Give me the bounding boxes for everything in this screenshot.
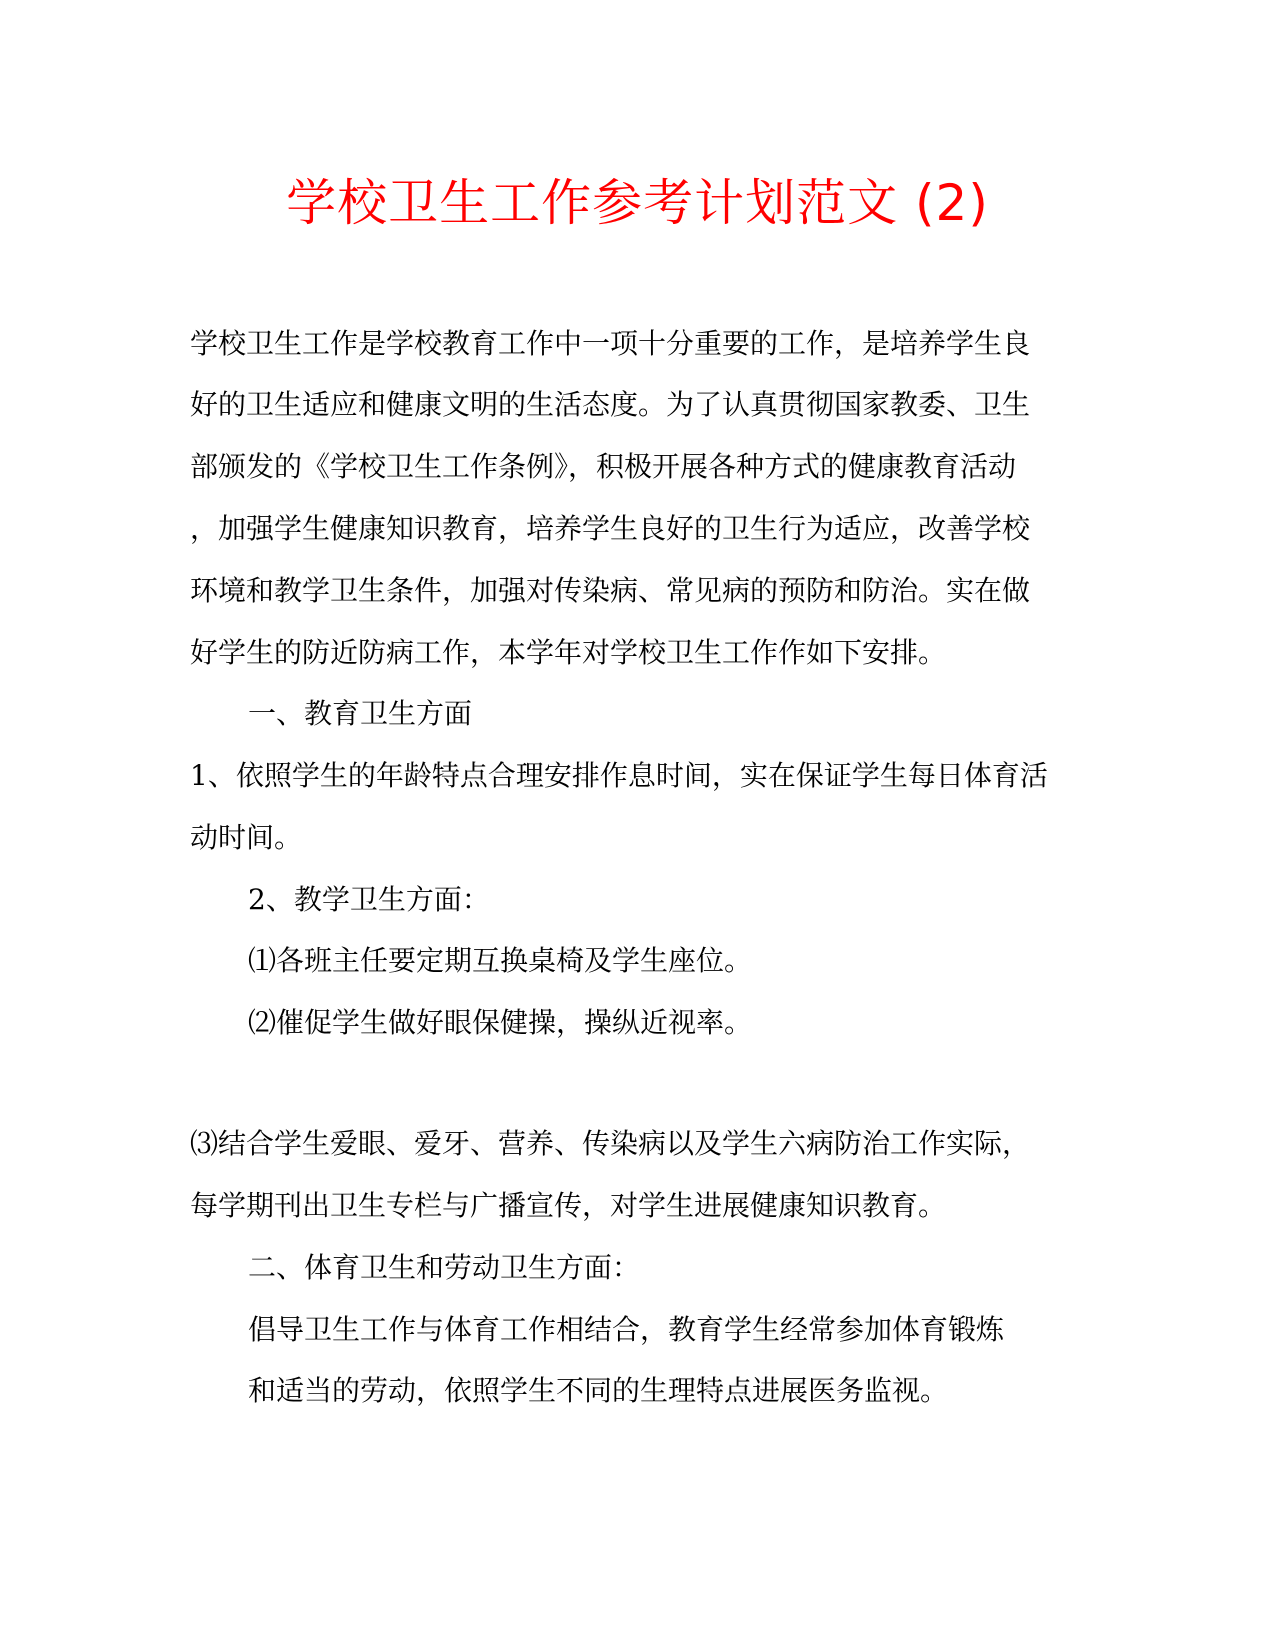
item-1-line-2: 动时间。: [190, 821, 303, 854]
section-heading-education: 一、教育卫生方面: [248, 697, 473, 730]
sports-paragraph-line-1: 倡导卫生工作与体育工作相结合，教育学生经常参加体育锻炼: [248, 1313, 1005, 1346]
sports-paragraph-line-2: 和适当的劳动，依照学生不同的生理特点进展医务监视。: [248, 1374, 949, 1407]
document-title: 学校卫生工作参考计划范文 (2): [286, 174, 989, 232]
sub-item-1: ⑴各班主任要定期互换桌椅及学生座位。: [248, 944, 753, 977]
sub-item-3-line-1: ⑶结合学生爱眼、爱牙、营养、传染病以及学生六病防治工作实际，: [190, 1127, 1031, 1160]
paragraph-line-6: 好学生的防近防病工作，本学年对学校卫生工作作如下安排。: [190, 636, 947, 669]
sub-item-3-line-2: 每学期刊出卫生专栏与广播宣传，对学生进展健康知识教育。: [190, 1189, 947, 1222]
paragraph-line-4: ，加强学生健康知识教育，培养学生良好的卫生行为适应，改善学校: [190, 512, 1031, 545]
section-heading-sports: 二、体育卫生和劳动卫生方面：: [248, 1251, 641, 1284]
item-2-heading: 2、教学卫生方面：: [248, 883, 490, 916]
paragraph-line-3: 部颁发的《学校卫生工作条例》，积极开展各种方式的健康教育活动: [190, 450, 1017, 483]
paragraph-line-1: 学校卫生工作是学校教育工作中一项十分重要的工作，是培养学生良: [190, 327, 1031, 360]
paragraph-line-2: 好的卫生适应和健康文明的生活态度。为了认真贯彻国家教委、卫生: [190, 388, 1031, 421]
sub-item-2: ⑵催促学生做好眼保健操，操纵近视率。: [248, 1006, 753, 1039]
paragraph-line-5: 环境和教学卫生条件，加强对传染病、常见病的预防和防治。实在做: [190, 574, 1031, 607]
item-1-line-1: 1、依照学生的年龄特点合理安排作息时间，实在保证学生每日体育活: [190, 759, 1048, 792]
